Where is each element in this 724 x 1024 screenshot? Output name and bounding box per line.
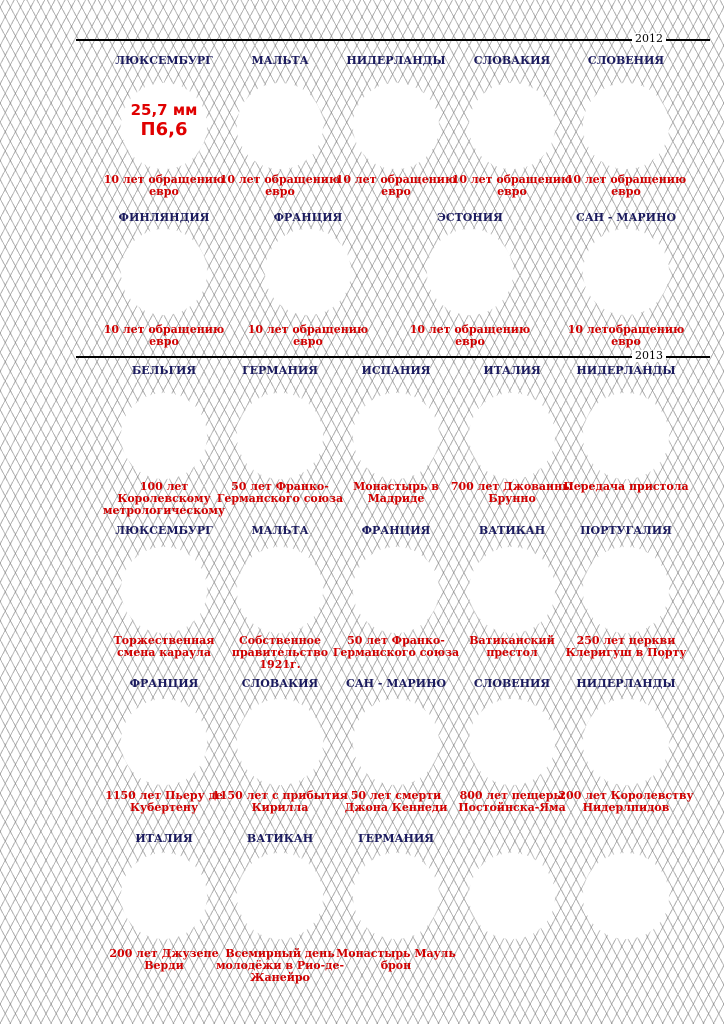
coin-caption: 50 лет смерти Джона Кеннеди [344, 790, 448, 814]
country-label: ФРАНЦИЯ [129, 677, 199, 690]
coin-caption: 800 лет пещеры Постойнска-Яма [458, 790, 566, 814]
coin-slot [121, 229, 207, 315]
country-label: ИТАЛИЯ [483, 364, 541, 377]
coin-caption: 10 лет обращению евро [219, 174, 341, 198]
coin-caption: 700 лет Джованны Брунно [450, 481, 574, 505]
coin-caption: Собственное правительство 1921г. [231, 635, 329, 671]
coin-caption: 10 лет обращению евро [451, 174, 573, 198]
coin-slot [237, 853, 323, 939]
country-label: САН - МАРИНО [345, 677, 447, 690]
coin-slot [469, 699, 555, 785]
coin-caption: 100 лет Королевскому метрологическому [102, 481, 225, 517]
coin-slot [583, 393, 669, 479]
country-label: ГЕРМАНИЯ [358, 832, 434, 845]
coin-caption: Торжественная смена караула [113, 635, 215, 659]
coin-slot [583, 853, 669, 939]
coin-caption: 1150 лет Пьеру де Кубертену [105, 790, 223, 814]
slot-diameter: 25,7 мм [130, 101, 198, 119]
country-label: ГЕРМАНИЯ [242, 364, 318, 377]
coin-slot [121, 853, 207, 939]
coin-caption: 10 лет обращению евро [565, 174, 687, 198]
coin-slot [583, 699, 669, 785]
coin-slot [353, 393, 439, 479]
coin-caption: 10 лет обращению евро [247, 324, 369, 348]
coin-caption: 250 лет церкви Клеригуш в Порту [565, 635, 687, 659]
coin-caption: 50 лет Франко-Германского союза [216, 481, 344, 505]
country-label: МАЛЬТА [251, 54, 309, 67]
coin-slot [237, 393, 323, 479]
coin-slot [353, 853, 439, 939]
coin-caption: 200 лет Королевству Нидерлпидов [558, 790, 694, 814]
country-label: САН - МАРИНО [575, 211, 677, 224]
country-label: ФРАНЦИЯ [361, 524, 431, 537]
year-label-2012: 2012 [632, 33, 666, 45]
coin-slot [353, 699, 439, 785]
coin-caption: 10 лет обращению евро [409, 324, 531, 348]
country-label: СЛОВАКИЯ [473, 54, 551, 67]
divider-rule-2013 [76, 356, 710, 358]
slot-code: П6,6 [140, 119, 188, 140]
coin-caption: Ватиканский престол [469, 635, 555, 659]
country-label: ВАТИКАН [246, 832, 314, 845]
country-label: ЭСТОНИЯ [437, 211, 503, 224]
country-label: БЕЛЬГИЯ [131, 364, 197, 377]
country-label: ЛЮКСЕМБУРГ [115, 54, 213, 67]
coin-caption: 10 лет обращению евро [103, 174, 225, 198]
coin-slot [237, 83, 323, 169]
coin-slot [353, 83, 439, 169]
country-label: ИСПАНИЯ [361, 364, 431, 377]
country-label: НИДЕРЛАНДЫ [346, 54, 446, 67]
country-label: ИТАЛИЯ [135, 832, 193, 845]
coin-slot [583, 83, 669, 169]
coin-caption: Монастырь Мауль брон [336, 948, 456, 972]
country-label: СЛОВЕНИЯ [587, 54, 665, 67]
country-label: МАЛЬТА [251, 524, 309, 537]
coin-caption: 1150 лет с прибытия Кирилла [212, 790, 348, 814]
country-label: НИДЕРЛАНДЫ [576, 677, 676, 690]
coin-caption: 10 лет обращению евро [335, 174, 457, 198]
coin-caption: Всемирный день молодёжи в Рио-де-Жанейро [215, 948, 345, 984]
coin-slot [237, 699, 323, 785]
coin-slot [353, 547, 439, 633]
coin-caption: Передача пристола [563, 481, 689, 493]
coin-slot [121, 547, 207, 633]
country-label: ФИНЛЯНДИЯ [118, 211, 210, 224]
slot-spec [106, 100, 222, 140]
coin-slot [427, 229, 513, 315]
country-label: СЛОВЕНИЯ [473, 677, 551, 690]
country-label: ПОРТУГАЛИЯ [580, 524, 672, 537]
country-label: ЛЮКСЕМБУРГ [115, 524, 213, 537]
coin-caption: 50 лет Франко-Германского союза [332, 635, 460, 659]
coin-slot [469, 393, 555, 479]
coin-caption: 200 лет Джузепе Верди [109, 948, 219, 972]
coin-slot [583, 229, 669, 315]
coin-caption: 10 лет обращению евро [103, 324, 225, 348]
coin-slot [469, 547, 555, 633]
year-label-2013: 2013 [632, 350, 666, 362]
coin-slot [469, 853, 555, 939]
coin-slot [265, 229, 351, 315]
coin-slot [237, 547, 323, 633]
country-label: НИДЕРЛАНДЫ [576, 364, 676, 377]
country-label: ФРАНЦИЯ [273, 211, 343, 224]
coin-slot [469, 83, 555, 169]
coin-caption: Монастырь в Мадриде [353, 481, 439, 505]
country-label: ВАТИКАН [478, 524, 546, 537]
country-label: СЛОВАКИЯ [241, 677, 319, 690]
coin-slot [121, 393, 207, 479]
coin-slot [121, 699, 207, 785]
coin-slot [583, 547, 669, 633]
coin-caption: 10 летобращению евро [567, 324, 685, 348]
divider-rule-2012 [76, 39, 710, 41]
